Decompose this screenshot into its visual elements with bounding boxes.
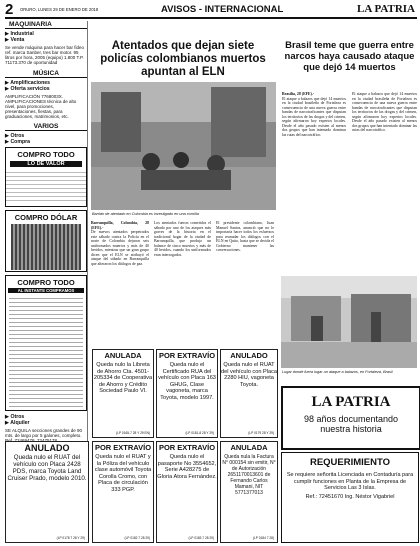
compro-todo-subtitle: LO DE VALOR xyxy=(10,161,82,167)
ad-extravio-pasaporte xyxy=(156,441,218,543)
page-header xyxy=(5,1,417,19)
ad-footer: (LP 0179 28 Y 29) xyxy=(248,431,274,435)
main-col2-text: Los atentados fueron cometidos el sábado por uno de los ataques más graves de la historia en el tradicional hogar de la ciudad de Barranquilla, que produjo un balance de cinco muertos y más de 40 heridos, cuando los uniformados eran interrogados. xyxy=(154,221,211,257)
dateline: ORURO, LUNES 29 DE ENERO DE 2018 xyxy=(20,7,99,12)
main-col1-text: De nuevos atentados perpetrados este sábado contra la Policía en el norte de Colombia dejaron seis uniformados muertos y más de 40 heridos, mientras que un gran grupo dicen que el ELN se atribuyó el ataque del sábado en Barranquilla que alteraron los diálogos de paz. xyxy=(91,230,149,266)
bullet-otros-2: ▶ Otros xyxy=(5,414,25,420)
compro-todo-ad-1 xyxy=(5,147,87,207)
ad-body: Queda nulo el RUAT del vehículo con Placa 2428 PDS, marca Toyota Land Cruiser Prado, modelo 2010. xyxy=(7,454,87,482)
main-byline: Barranquilla, Colombia, 28 (EFE).- xyxy=(91,221,149,230)
requirement-title: REQUERIMIENTO xyxy=(309,457,391,468)
alquiler-ad-text: SE ALQUILA secciones grandes de 90 mts. de largo por 5 galones, completo. xyxy=(5,428,83,438)
section-title: AVISOS - INTERNACIONAL xyxy=(161,4,284,15)
ad-title: POR EXTRAVÍO xyxy=(158,443,216,452)
ad-anulada-libreta xyxy=(92,349,154,438)
ad-title: POR EXTRAVÍO xyxy=(158,351,216,360)
main-photo xyxy=(91,82,276,210)
compro-todo-2-body xyxy=(9,295,83,407)
main-col3-text: El presidente colombiano, Juan Manuel Santos, anunció que no le importaría hacer todos los esfuerzos para reanudar los diálogos con el ELN en Quito, hasta que se decida el Gobierno mantener las conversaciones. xyxy=(216,221,274,253)
main-headline: Atentados que dejan siete policías colombianos muertos apuntan al ELN xyxy=(100,40,266,78)
section-varios: VARIOS xyxy=(5,123,87,131)
compro-dolar-image xyxy=(11,224,81,270)
ad-anulada-factura xyxy=(220,441,278,543)
side-headline: Brasil teme que guerra entre narcos haya causado ataque que dejó 14 muertos xyxy=(284,40,415,73)
bullet-industrial: ▶ Industrial xyxy=(5,31,34,37)
section-musica: MÚSICA xyxy=(5,70,87,78)
ad-body: Queda nulo el RUAT del vehículo con Placa 2280 HIU, vagoneta Toyota. xyxy=(221,362,277,388)
ad-body: Queda nulo el RUAT y la Póliza del vehículo clase automóvil Toyota Corolla Cromo, con Placa de circulación 333 PGP. xyxy=(94,454,152,493)
ad-body: Queda nulo el Certificado RUA del vehículo con Placa 163 GHUG, Clase vagoneta, marca Toyota, modelo 1997. xyxy=(158,362,216,401)
ad-body: Queda nulo el pasaporte No 3554652, Serie A428275 de Gloria Atora Fernández. xyxy=(157,454,217,480)
page-number: 2 xyxy=(5,1,14,18)
ad-anulado-land-cruiser xyxy=(5,441,89,543)
compro-dolar-ad xyxy=(5,210,87,272)
main-story-col-1 xyxy=(91,221,149,353)
compro-todo-ad-2 xyxy=(5,275,87,411)
compro-todo-2-title: COMPRO TODO xyxy=(17,278,75,287)
section-maquinaria: MAQUINARIA xyxy=(5,21,87,29)
ad-footer: (LP 0165-7 28 Y 29 EN) xyxy=(116,431,150,435)
side-story-col-1 xyxy=(282,92,346,267)
side-text-1: El ataque a balazos que dejó 14 muertos en la ciudad brasileña de Fortaleza es consecuencia de una nueva guerra entre bandas de narcotraficantes que disputan los territorios de las drogas y del crimen, según afirmaron hoy expertos locales. Desde el año pasado existen al menos dos grupos que han intentado dominar las rutas del narcotráfico. xyxy=(282,96,346,137)
ad-footer: (LP 0184 7 28) xyxy=(252,536,274,540)
ad-title: ANULADO xyxy=(230,351,268,360)
promo-subtitle: 98 años documentando nuestra historia xyxy=(303,414,399,434)
side-story-col-2 xyxy=(352,92,417,267)
bullet-oferta-servicios: ▶ Oferta servicios xyxy=(5,86,50,92)
ad-title: ANULADA xyxy=(230,443,268,452)
promo-title: LA PATRIA xyxy=(311,394,391,410)
bullet-venta: ▶ Venta xyxy=(5,37,25,43)
side-byline: Brasilia, 28 (EFE).- xyxy=(282,92,315,96)
side-text-2: El ataque a balazos que dejó 14 muertos en la ciudad brasileña de Fortaleza es consecuencia de una nueva guerra entre bandas de narcotraficantes que disputan los territorios de las drogas y del crimen, según afirmaron hoy expertos locales. Desde el año pasado existen al menos dos grupos que han intentado dominar las rutas del narcotráfico. xyxy=(352,92,417,133)
ad-title: POR EXTRAVÍO xyxy=(94,443,152,452)
main-story-col-2 xyxy=(154,221,211,353)
bullet-alquiler: ▶ Alquiler xyxy=(5,420,30,426)
compro-todo-title: COMPRO TODO xyxy=(17,150,75,159)
bullet-amplificaciones: ▶ Amplificaciones xyxy=(5,80,51,86)
paper-name: LA PATRIA xyxy=(357,3,415,15)
ad-footer: (LP 0182 7 28 29) xyxy=(124,536,150,540)
side-photo xyxy=(281,276,417,368)
compro-dolar-title: COMPRO DÓLAR xyxy=(14,213,78,222)
main-photo-caption: Barrido de atentado en Colombia es investigado en una cornilla xyxy=(92,212,199,216)
compro-todo-body xyxy=(6,169,86,201)
ad-body: Queda nula la Factura N° 000154 sin emitir, N° de Autorización 2651170013601 de Fernando Carlos Mamani, NIT 5771377013 xyxy=(222,454,276,496)
ad-footer: (LP 0181-8 28 Y 29) xyxy=(185,431,214,435)
shooting-site-image xyxy=(281,276,417,368)
side-photo-caption: Lugar donde fuera lugar un ataque a balazos, en Fortaleza, Brasil xyxy=(282,370,393,374)
bullet-compra: ▶ Compra xyxy=(5,139,31,145)
promo-box xyxy=(281,386,420,450)
ad-title: ANULADO xyxy=(24,443,70,453)
ad-title: ANULADA xyxy=(104,351,142,360)
bullet-otros: ▶ Otros xyxy=(5,133,25,139)
ad-extravio-corolla xyxy=(92,441,154,543)
street-scene-image xyxy=(91,82,276,210)
compro-todo-2-subtitle: AL INSTANTE COMPRAMOS xyxy=(8,288,84,293)
ad-anulado-ruat xyxy=(220,349,278,438)
ad-body: Queda nulo la Libreta de Ahorro Cta. 4501-205334 de Cooperativa de Ahorro y Crédito Sociedad Paulo VI. xyxy=(93,362,153,394)
requirement-ref: Ref.: 72451670 Ing. Néstor Vigabriel xyxy=(305,493,395,500)
ad-extravio-certificado xyxy=(156,349,218,438)
main-story-col-3 xyxy=(216,221,274,353)
ad-footer: (LP 0183 7 28 29) xyxy=(188,536,214,540)
requirement-box xyxy=(281,452,419,543)
musica-ad-text: AMPLIFICACIÓN 7768003X. AMPLIFICACIONES técnica de alto nivel, para promociones, presentaciones, fiestas, para graduaciones, matrimonios, etc. xyxy=(5,94,77,119)
maquinaria-ad-text: Se vende máquina para hacer bar fideo ref. marca Sanber, tres bar motor. 95 litros por hora, 2005 (equipo) 1.800 T.P. 71173.370 de oportunidad xyxy=(5,45,85,65)
requirement-text: Se requiere señorita Licenciada en Contaduría para cumplir funciones en Planta de la Empresa de Servicios Las 3 Islas. xyxy=(286,472,414,491)
ad-footer: (LP 0178 7 28 Y 29) xyxy=(56,536,85,540)
